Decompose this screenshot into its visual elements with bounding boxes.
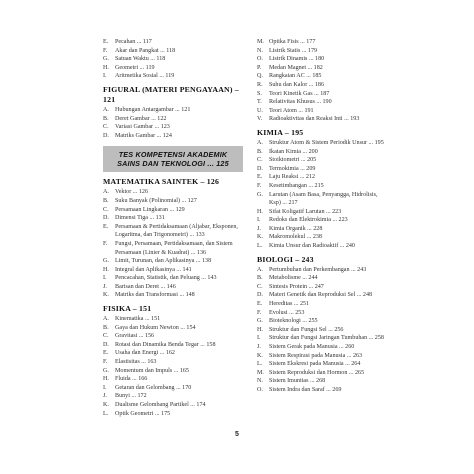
toc-entry-text: Bunyi ... 172 xyxy=(115,393,147,400)
toc-entry-text: Medan Magnet ... 182 xyxy=(269,64,323,71)
toc-entry-letter: L. xyxy=(257,361,263,368)
toc-entry-text: Limit, Turunan, dan Aplikasinya ... 138 xyxy=(115,258,212,265)
toc-entry-letter: L. xyxy=(103,410,109,417)
toc-entry-letter: E. xyxy=(257,301,263,308)
toc-entry-letter: C. xyxy=(103,333,109,340)
toc-entry-text: Matriks dan Transformasi ... 148 xyxy=(115,292,195,299)
toc-entry-letter: B. xyxy=(257,275,263,282)
toc-entry-letter: C. xyxy=(257,157,263,164)
toc-entry-letter: E. xyxy=(103,350,109,357)
toc-entry xyxy=(103,401,243,410)
toc-entry xyxy=(257,173,385,182)
toc-entry xyxy=(257,326,385,335)
toc-entry xyxy=(103,106,243,115)
toc-entry-text: Fluida ... 166 xyxy=(115,376,148,383)
toc-entry xyxy=(257,274,385,283)
toc-entry xyxy=(103,315,243,324)
toc-entry-letter: B. xyxy=(103,197,109,204)
toc-entry-letter: F. xyxy=(103,47,108,54)
toc-entry xyxy=(257,148,385,157)
toc-entry-text: Materi Genetik dan Reproduksi Sel ... 248 xyxy=(269,292,373,299)
toc-entry-text: Gravitasi ... 156 xyxy=(115,333,155,340)
toc-entry-letter: E. xyxy=(103,223,109,230)
toc-entry-text: Gaya dan Hukum Newton ... 154 xyxy=(115,324,196,331)
toc-entry-text: Getaran dan Gelombang ... 170 xyxy=(115,384,192,391)
toc-entry-text: Ikatan Kimia ... 200 xyxy=(269,148,318,155)
toc-entry-letter: D. xyxy=(257,292,263,299)
toc-entry-letter: V. xyxy=(257,116,263,123)
toc-entry-letter: J. xyxy=(257,344,261,350)
toc-entry-text: Sifat Koligatif Larutan ... 223 xyxy=(269,208,342,215)
toc-entry-text: Metabolisme ... 244 xyxy=(269,275,318,282)
page-number: 5 xyxy=(235,431,239,438)
toc-entry xyxy=(257,55,385,64)
toc-entry xyxy=(103,358,243,367)
toc-entry xyxy=(257,300,385,309)
toc-entry-text: Sistem Indra dan Saraf ... 269 xyxy=(269,386,342,393)
toc-entry xyxy=(103,64,243,73)
toc-entry-text: Hubungan Antargambar ... 121 xyxy=(115,106,191,113)
section-heading: BIOLOGI – 243 xyxy=(257,254,314,264)
toc-entry xyxy=(103,266,243,275)
toc-entry xyxy=(257,343,385,352)
toc-entry xyxy=(257,309,385,318)
toc-entry xyxy=(103,188,243,197)
toc-entry xyxy=(257,139,385,148)
toc-entry xyxy=(103,223,243,240)
toc-entry xyxy=(257,377,385,386)
toc-entry-letter: L. xyxy=(257,243,263,250)
toc-entry xyxy=(257,208,385,217)
toc-entry-letter: B. xyxy=(257,148,263,155)
toc-entry-letter: I. xyxy=(257,335,261,342)
toc-entry xyxy=(103,123,243,132)
toc-entry xyxy=(103,72,243,81)
toc-entry-letter: G. xyxy=(257,191,263,198)
toc-entry xyxy=(257,38,385,47)
toc-entry-text: Teori Kinetik Gas ... 187 xyxy=(269,90,330,97)
toc-entry-letter: D. xyxy=(257,165,263,172)
toc-entry-text: Teori Atom ... 191 xyxy=(269,107,314,114)
toc-entry-text: Rotasi dan Dinamika Benda Tegar ... 158 xyxy=(115,341,216,348)
toc-entry-text: Persamaan Lingkaran ... 129 xyxy=(115,206,185,213)
toc-entry-letter: H. xyxy=(103,64,109,71)
toc-entry-text: Satuan Waktu ... 118 xyxy=(115,56,166,63)
toc-entry-letter: M. xyxy=(257,369,264,376)
toc-entry xyxy=(103,206,243,215)
toc-entry xyxy=(103,349,243,358)
toc-entry-letter: B. xyxy=(103,115,109,122)
toc-entry-letter: G. xyxy=(103,367,109,374)
toc-entry-letter: H. xyxy=(103,376,109,383)
toc-entry xyxy=(257,291,385,300)
toc-entry xyxy=(257,283,385,292)
toc-entry-letter: C. xyxy=(103,206,109,213)
toc-entry xyxy=(257,386,385,395)
toc-entry-letter: C. xyxy=(257,283,263,290)
toc-entry-text: Sistem Ekskresi pada Manusia ... 264 xyxy=(269,361,361,368)
toc-entry-letter: B. xyxy=(103,324,109,331)
toc-entry-text: Radioaktivitas dan Reaksi Inti ... 193 xyxy=(269,116,360,123)
toc-entry-letter: P. xyxy=(257,64,262,71)
toc-entry xyxy=(257,165,385,174)
toc-entry-letter: I. xyxy=(257,217,261,224)
toc-entry-letter: A. xyxy=(103,106,109,113)
toc-entry-letter: A. xyxy=(103,316,109,323)
toc-entry-text: Momentum dan Impuls ... 165 xyxy=(115,367,189,374)
toc-entry-text: Pecahan ... 117 xyxy=(115,39,152,45)
toc-entry-letter: C. xyxy=(103,124,109,131)
toc-entry-text: Stoikiometri ... 205 xyxy=(269,157,317,164)
toc-entry-text: Dualisme Gelombang Partikel ... 174 xyxy=(115,402,206,408)
toc-entry-text: Pencacahan, Statistik, dan Peluang ... 143 xyxy=(115,275,217,282)
toc-entry xyxy=(103,274,243,283)
toc-entry-letter: F. xyxy=(103,240,108,247)
toc-entry xyxy=(103,55,243,64)
toc-entry xyxy=(257,216,385,225)
toc-entry xyxy=(103,341,243,350)
toc-entry xyxy=(103,392,243,401)
toc-entry xyxy=(257,334,385,343)
toc-entry-text: Struktur dan Fungsi Sel ... 256 xyxy=(269,326,344,333)
toc-entry xyxy=(257,225,385,234)
section-banner: TES KOMPETENSI AKADEMIK SAINS DAN TEKNOLOGI ... 125 xyxy=(103,146,243,172)
toc-entry-letter: F. xyxy=(257,309,262,316)
toc-entry-text: Kinematika ... 151 xyxy=(115,316,161,323)
toc-column-right xyxy=(257,38,385,395)
toc-entry xyxy=(103,115,243,124)
toc-entry-text: Usaha dan Energi ... 162 xyxy=(115,350,175,357)
toc-entry xyxy=(257,72,385,81)
toc-entry-text: Matriks Gambar ... 124 xyxy=(115,132,172,139)
toc-entry xyxy=(103,291,243,300)
toc-entry-text: Sistem Respirasi pada Manusia ... 263 xyxy=(269,352,363,359)
toc-entry-letter: Q. xyxy=(257,73,263,80)
toc-entry-text: Akar dan Pangkat ... 118 xyxy=(115,47,176,54)
toc-entry-text: Sistem Imunitas ... 268 xyxy=(269,378,326,385)
toc-entry xyxy=(103,332,243,341)
toc-entry-text: Fungsi, Persamaan, Pertidaksamaan, dan Sistem Persamaan (Linier & Kuadrat) ... 136 xyxy=(115,240,233,256)
toc-entry xyxy=(257,47,385,56)
toc-entry-letter: J. xyxy=(257,225,261,232)
toc-entry-letter: J. xyxy=(103,393,107,400)
toc-entry xyxy=(103,384,243,393)
toc-entry-text: Aritmetika Sosial ... 119 xyxy=(115,73,175,80)
toc-entry-text: Termokimia ... 209 xyxy=(269,165,316,172)
toc-entry xyxy=(257,360,385,369)
toc-entry xyxy=(103,197,243,206)
toc-entry-text: Rangkaian AC ... 185 xyxy=(269,73,322,80)
toc-entry-letter: K. xyxy=(257,352,263,359)
toc-entry xyxy=(257,107,385,116)
toc-entry-text: Listrik Dinamis ... 180 xyxy=(269,56,325,63)
toc-entry-letter: O. xyxy=(257,56,263,63)
toc-entry-letter: N. xyxy=(257,378,263,385)
toc-entry-text: Optik Geometri ... 175 xyxy=(115,410,171,417)
toc-entry-letter: I. xyxy=(103,275,107,282)
toc-entry-letter: O. xyxy=(257,386,263,393)
section-heading: MATEMATIKA SAINTEK – 126 xyxy=(103,177,220,187)
toc-entry-letter: F. xyxy=(257,182,262,189)
toc-entry xyxy=(257,156,385,165)
toc-entry xyxy=(103,240,243,257)
toc-entry-text: Integral dan Aplikasinya ... 141 xyxy=(115,266,192,273)
toc-entry-text: Optika Fisis ... 177 xyxy=(269,39,316,45)
toc-entry-text: Suhu dan Kalor ... 186 xyxy=(269,81,325,88)
toc-entry-letter: F. xyxy=(103,359,108,366)
toc-entry-text: Dimensi Tiga ... 131 xyxy=(115,215,165,222)
toc-entry-letter: E. xyxy=(257,174,263,181)
toc-entry xyxy=(257,233,385,242)
section-heading: FISIKA – 151 xyxy=(103,304,152,314)
toc-entry-letter: H. xyxy=(257,208,263,215)
toc-entry-text: Pertumbuhan dan Perkembangan ... 243 xyxy=(269,266,367,273)
toc-entry-letter: K. xyxy=(257,234,263,241)
toc-entry-text: Vektor ... 126 xyxy=(115,189,149,196)
toc-entry-text: Persamaan & Pertidaksamaan (Aljabar, Eksponen, Logaritma, dan Trigonometri) ... 133 xyxy=(115,223,238,239)
toc-entry-letter: I. xyxy=(103,384,107,391)
toc-entry xyxy=(103,367,243,376)
toc-entry-letter: E. xyxy=(103,39,109,45)
toc-entry-text: Listrik Statis ... 179 xyxy=(269,47,318,54)
toc-entry-text: Bioteknologi ... 255 xyxy=(269,318,318,325)
toc-entry-letter: D. xyxy=(103,132,109,139)
toc-entry-letter: D. xyxy=(103,215,109,222)
toc-entry xyxy=(257,64,385,73)
toc-entry xyxy=(257,98,385,107)
toc-entry-letter: H. xyxy=(103,266,109,273)
toc-entry xyxy=(103,38,243,47)
toc-entry-text: Struktur dan Fungsi Jaringan Tumbuhan ... 258 xyxy=(269,335,384,342)
toc-entry xyxy=(103,257,243,266)
toc-entry xyxy=(257,242,385,251)
toc-entry xyxy=(257,90,385,99)
toc-entry-letter: A. xyxy=(257,139,263,146)
toc-entry-text: Kesetimbangan ... 215 xyxy=(269,182,324,189)
toc-entry-text: Variasi Gambar ... 123 xyxy=(115,124,170,131)
toc-entry-text: Makromolekul ... 238 xyxy=(269,234,322,241)
toc-entry-text: Sistem Gerak pada Manusia ... 260 xyxy=(269,344,355,350)
toc-entry-text: Deret Gambar ... 122 xyxy=(115,115,167,122)
toc-entry-letter: H. xyxy=(257,326,263,333)
toc-entry xyxy=(103,410,243,419)
toc-entry-letter: R. xyxy=(257,81,263,88)
toc-entry xyxy=(257,81,385,90)
toc-entry-text: Redoks dan Elektrokimia ... 223 xyxy=(269,217,348,224)
toc-entry-letter: J. xyxy=(103,283,107,290)
toc-entry xyxy=(257,266,385,275)
toc-entry-text: Struktur Atom & Sistem Periodik Unsur ... 195 xyxy=(269,139,384,146)
toc-entry-letter: G. xyxy=(103,56,109,63)
toc-entry-letter: G. xyxy=(103,258,109,265)
toc-entry-letter: G. xyxy=(257,318,263,325)
toc-entry-letter: K. xyxy=(103,292,109,299)
toc-entry xyxy=(257,115,385,124)
toc-entry-text: Relativitas Khusus ... 190 xyxy=(269,99,332,106)
toc-entry-text: Kimia Unsur dan Radioaktif ... 240 xyxy=(269,243,355,250)
toc-entry xyxy=(103,132,243,141)
toc-entry-text: Laju Reaksi ... 212 xyxy=(269,174,316,181)
toc-entry-letter: A. xyxy=(103,189,109,196)
toc-entry-text: Evolusi ... 253 xyxy=(269,309,305,316)
toc-entry-letter: S. xyxy=(257,90,262,97)
toc-entry-letter: M. xyxy=(257,39,264,45)
toc-entry xyxy=(103,47,243,56)
toc-entry-text: Sintesis Protein ... 247 xyxy=(269,283,324,290)
toc-entry xyxy=(103,214,243,223)
toc-entry xyxy=(103,283,243,292)
toc-entry-letter: I. xyxy=(103,73,107,80)
toc-entry-letter: K. xyxy=(103,402,109,408)
toc-entry xyxy=(257,352,385,361)
toc-entry-text: Elastisitas ... 163 xyxy=(115,359,157,366)
toc-column-left xyxy=(103,38,243,418)
toc-entry-text: Kimia Organik ... 228 xyxy=(269,225,323,232)
toc-entry-text: Barisan dan Deret ... 146 xyxy=(115,283,176,290)
toc-entry-text: Hereditas ... 251 xyxy=(269,301,310,308)
toc-entry-text: Geometri ... 119 xyxy=(115,64,155,71)
toc-entry xyxy=(257,182,385,191)
toc-entry xyxy=(103,324,243,333)
toc-entry-letter: A. xyxy=(257,266,263,273)
section-heading: FIGURAL (MATERI PENGAYAAN) – 121 xyxy=(103,84,239,104)
toc-entry xyxy=(257,191,385,208)
toc-entry xyxy=(257,317,385,326)
toc-entry-letter: T. xyxy=(257,99,262,106)
toc-entry-letter: D. xyxy=(103,341,109,348)
toc-entry-letter: N. xyxy=(257,47,263,54)
toc-entry xyxy=(257,369,385,378)
toc-entry-text: Larutan (Asam Basa, Penyangga, Hidrolisis, Ksp) ... 217 xyxy=(269,191,378,207)
toc-entry-letter: U. xyxy=(257,107,263,114)
toc-entry xyxy=(103,375,243,384)
toc-entry-text: Sistem Reproduksi dan Hormon ... 265 xyxy=(269,369,365,376)
toc-entry-text: Suku Banyak (Polinomial) ... 127 xyxy=(115,197,197,204)
section-heading: KIMIA – 195 xyxy=(257,127,304,137)
